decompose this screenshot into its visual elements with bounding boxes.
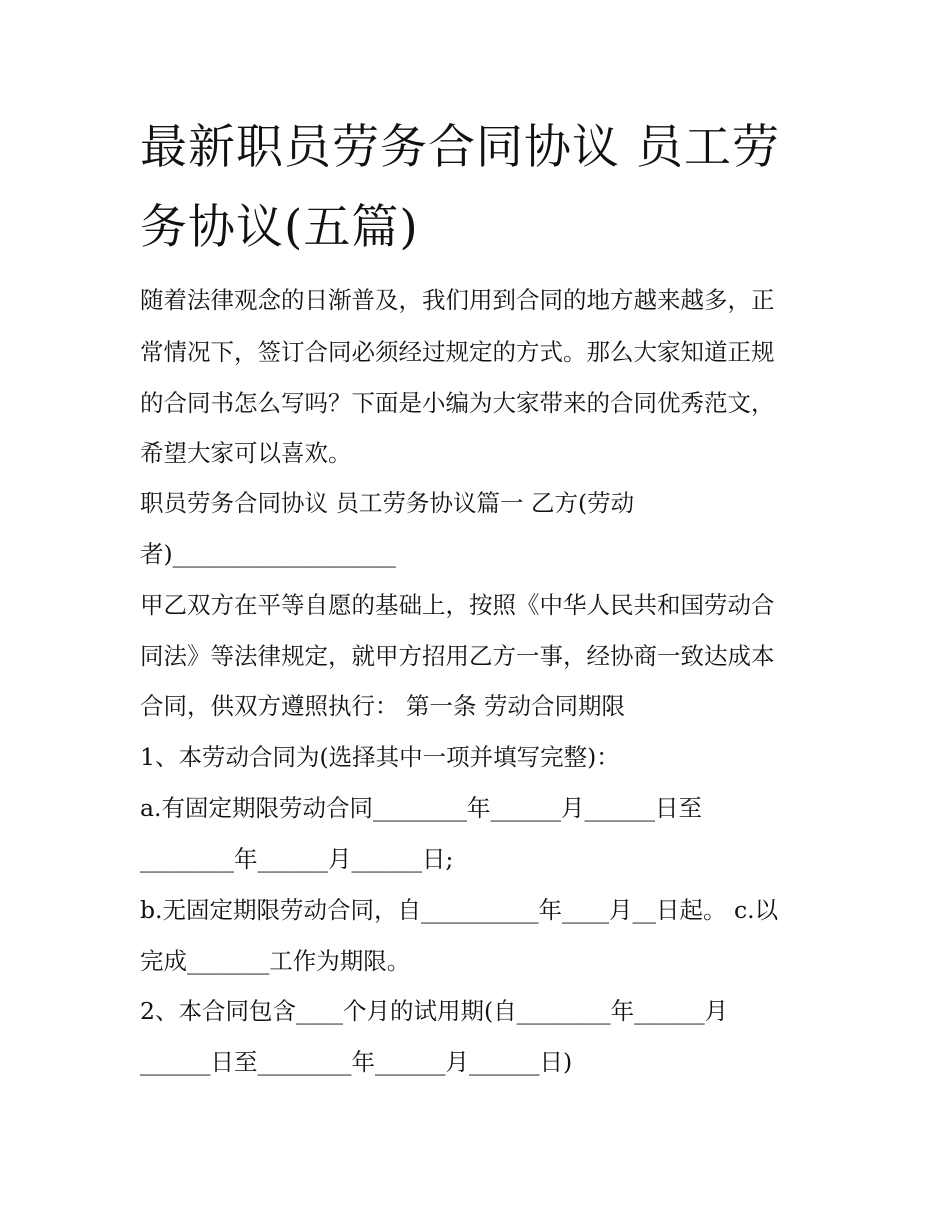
document-title-line-1: 最新职员劳务合同协议 员工劳 bbox=[140, 120, 780, 175]
body-line: 完成_______工作为期限。 bbox=[140, 947, 411, 975]
body-line: 2、本合同包含____个月的试用期(自________年______月 bbox=[140, 997, 729, 1025]
body-line: 的合同书怎么写吗？下面是小编为大家带来的合同优秀范文， bbox=[140, 389, 775, 417]
document-title-line-2: 务协议(五篇) bbox=[140, 200, 419, 255]
body-line: 合同，供双方遵照执行： 第一条 劳动合同期限 bbox=[140, 692, 625, 720]
body-line: ______日至________年______月______日) bbox=[140, 1048, 573, 1076]
body-line: 甲乙双方在平等自愿的基础上，按照《中华人民共和国劳动合 bbox=[140, 591, 775, 619]
body-line: a.有固定期限劳动合同________年______月______日至 bbox=[140, 794, 702, 822]
body-line: 1、本劳动合同为(选择其中一项并填写完整)： bbox=[140, 743, 620, 771]
body-line: 同法》等法律规定，就甲方招用乙方一事，经协商一致达成本 bbox=[140, 642, 775, 670]
body-line: 者)___________________ bbox=[140, 540, 396, 568]
body-line: 常情况下，签订合同必须经过规定的方式。那么大家知道正规 bbox=[140, 338, 775, 366]
body-line: b.无固定期限劳动合同，自__________年____月__日起。 c.以 bbox=[140, 896, 779, 924]
body-line: ________年______月______日; bbox=[140, 845, 454, 873]
body-line: 随着法律观念的日渐普及，我们用到合同的地方越来越多，正 bbox=[140, 286, 775, 314]
body-line: 希望大家可以喜欢。 bbox=[140, 439, 352, 467]
section-heading-line: 职员劳务合同协议 员工劳务协议篇一 乙方(劳动 bbox=[140, 489, 635, 517]
